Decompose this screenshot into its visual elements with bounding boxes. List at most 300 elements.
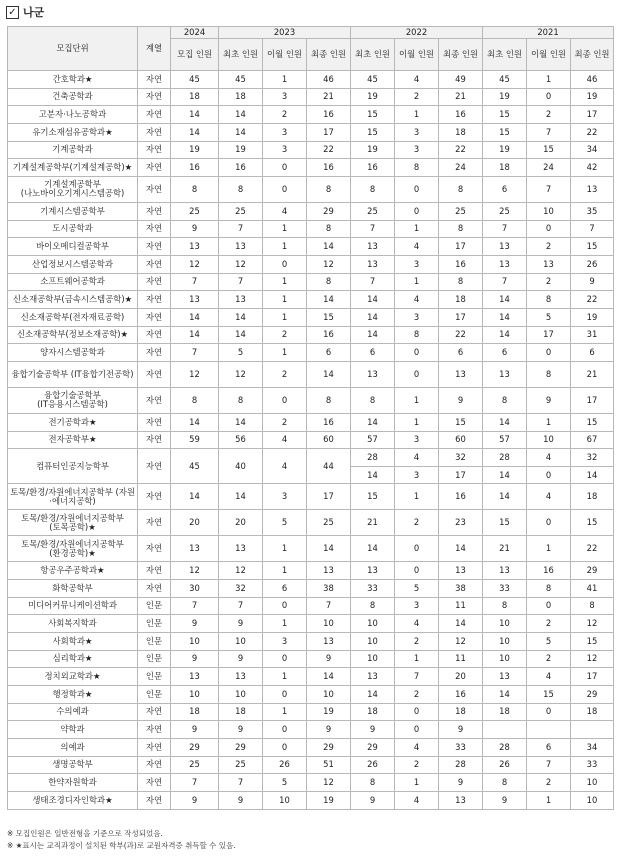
value-cell: 8: [307, 176, 351, 202]
value-cell: 10: [351, 615, 395, 633]
value-cell: 20: [171, 510, 219, 536]
track-cell: 자연: [138, 88, 171, 106]
value-cell: 0: [395, 562, 439, 580]
value-cell: 0: [527, 88, 571, 106]
value-cell: 1: [263, 344, 307, 362]
value-cell: 8: [307, 387, 351, 413]
value-cell: 29: [307, 202, 351, 220]
unit-name: 신소재공학부(금속시스템공학)★: [8, 291, 138, 309]
value-cell: 18: [571, 484, 614, 510]
value-cell: 60: [439, 431, 483, 449]
value-cell: 1: [395, 413, 439, 431]
value-cell: 17: [307, 484, 351, 510]
value-cell: 13: [483, 361, 527, 387]
value-cell: 8: [351, 387, 395, 413]
value-cell: 2: [395, 633, 439, 651]
header-year-2023: 2023: [219, 27, 351, 39]
value-cell: 0: [527, 466, 571, 484]
track-cell: 자연: [138, 308, 171, 326]
value-cell: 14: [483, 686, 527, 704]
table-row: [8, 413, 614, 431]
value-cell: 18: [571, 703, 614, 721]
value-cell: 7: [171, 774, 219, 792]
value-cell: 16: [307, 326, 351, 344]
value-cell: 25: [219, 756, 263, 774]
value-cell: 8: [571, 597, 614, 615]
value-cell: 15: [351, 123, 395, 141]
value-cell: 19: [571, 88, 614, 106]
value-cell: 10: [219, 633, 263, 651]
value-cell: 21: [351, 510, 395, 536]
value-cell: 0: [263, 159, 307, 177]
track-cell: 자연: [138, 484, 171, 510]
unit-name: 미디어커뮤니케이션학과: [8, 597, 138, 615]
value-cell: 17: [439, 238, 483, 256]
value-cell: 19: [571, 308, 614, 326]
value-cell: 45: [483, 71, 527, 89]
unit-name: 기계설계공학부 (나노바이오기계시스템공학): [8, 176, 138, 202]
value-cell: 41: [571, 580, 614, 598]
value-cell: 7: [527, 756, 571, 774]
value-cell: 4: [527, 449, 571, 467]
value-cell: 6: [527, 739, 571, 757]
value-cell: 1: [395, 106, 439, 124]
value-cell: 33: [483, 580, 527, 598]
value-cell: 14: [351, 536, 395, 562]
track-cell: 자연: [138, 326, 171, 344]
track-cell: 인문: [138, 668, 171, 686]
value-cell: 29: [171, 739, 219, 757]
value-cell: 18: [351, 703, 395, 721]
value-cell: 9: [307, 650, 351, 668]
value-cell: 10: [351, 633, 395, 651]
value-cell: 29: [219, 739, 263, 757]
value-cell: 12: [171, 255, 219, 273]
value-cell: 3: [395, 597, 439, 615]
value-cell: 25: [483, 202, 527, 220]
unit-name: 융합기술공학부 (IT융합기전공학): [8, 361, 138, 387]
track-cell: 자연: [138, 220, 171, 238]
value-cell: 10: [351, 650, 395, 668]
value-cell: 7: [219, 597, 263, 615]
value-cell: 13: [483, 238, 527, 256]
value-cell: 23: [439, 510, 483, 536]
value-cell: 4: [263, 202, 307, 220]
unit-name: 바이오메디컬공학부: [8, 238, 138, 256]
value-cell: 15: [571, 510, 614, 536]
value-cell: 18: [439, 291, 483, 309]
track-cell: 자연: [138, 255, 171, 273]
value-cell: 7: [219, 220, 263, 238]
table-row: [8, 176, 614, 202]
value-cell: 1: [263, 273, 307, 291]
value-cell: 1: [527, 792, 571, 810]
value-cell: 22: [571, 123, 614, 141]
value-cell: 2: [527, 650, 571, 668]
value-cell: 8: [351, 774, 395, 792]
unit-name: 컴퓨터인공지능학부: [8, 449, 138, 484]
value-cell: 19: [483, 141, 527, 159]
value-cell: 14: [307, 238, 351, 256]
value-cell: 32: [571, 449, 614, 467]
table-row: [8, 71, 614, 89]
value-cell: 16: [439, 484, 483, 510]
header-year-2021: 2021: [483, 27, 614, 39]
header-initial: 최초 인원: [483, 39, 527, 71]
value-cell: 18: [171, 88, 219, 106]
header-track: 계열: [138, 27, 171, 71]
value-cell: 8: [527, 361, 571, 387]
value-cell: 13: [351, 562, 395, 580]
header-carry: 이월 인원: [527, 39, 571, 71]
value-cell: 1: [263, 536, 307, 562]
value-cell: 38: [439, 580, 483, 598]
value-cell: 1: [263, 703, 307, 721]
value-cell: 32: [219, 580, 263, 598]
value-cell: 12: [171, 361, 219, 387]
value-cell: 29: [571, 562, 614, 580]
table-row: [8, 220, 614, 238]
admission-table: [7, 26, 614, 810]
header-initial: 최초 인원: [219, 39, 263, 71]
value-cell: 46: [307, 71, 351, 89]
value-cell: 13: [219, 536, 263, 562]
track-cell: 자연: [138, 159, 171, 177]
unit-name: 토목/환경/자원에너지공학부 (환경공학)★: [8, 536, 138, 562]
value-cell: 7: [527, 123, 571, 141]
unit-name: 기계설계공학부(기계설계공학)★: [8, 159, 138, 177]
value-cell: 10: [571, 774, 614, 792]
value-cell: 6: [571, 344, 614, 362]
value-cell: 18: [483, 703, 527, 721]
value-cell: 7: [307, 597, 351, 615]
value-cell: 17: [439, 308, 483, 326]
value-cell: 16: [351, 159, 395, 177]
value-cell: 14: [219, 413, 263, 431]
value-cell: 15: [439, 413, 483, 431]
value-cell: 13: [171, 668, 219, 686]
value-cell: 0: [395, 703, 439, 721]
value-cell: 22: [571, 536, 614, 562]
value-cell: 14: [171, 106, 219, 124]
value-cell: 9: [171, 792, 219, 810]
value-cell: 15: [483, 510, 527, 536]
value-cell: 57: [351, 431, 395, 449]
table-row: [8, 484, 614, 510]
unit-name: 약학과: [8, 721, 138, 739]
value-cell: 2: [263, 361, 307, 387]
table-body: [8, 71, 614, 810]
table-row: [8, 650, 614, 668]
section-heading: [6, 3, 44, 21]
value-cell: 18: [439, 123, 483, 141]
value-cell: 9: [351, 721, 395, 739]
value-cell: 9: [483, 792, 527, 810]
table-row: [8, 326, 614, 344]
value-cell: 18: [219, 88, 263, 106]
value-cell: 10: [483, 615, 527, 633]
track-cell: 자연: [138, 536, 171, 562]
value-cell: 16: [439, 106, 483, 124]
value-cell: 4: [395, 449, 439, 467]
value-cell: 19: [351, 88, 395, 106]
value-cell: 14: [219, 106, 263, 124]
value-cell: 15: [483, 123, 527, 141]
value-cell: 14: [483, 413, 527, 431]
value-cell: 38: [307, 580, 351, 598]
value-cell: 15: [307, 308, 351, 326]
value-cell: 5: [219, 344, 263, 362]
value-cell: 20: [219, 510, 263, 536]
value-cell: 9: [439, 774, 483, 792]
value-cell: 4: [395, 71, 439, 89]
value-cell: 15: [571, 633, 614, 651]
unit-name: 사회학과★: [8, 633, 138, 651]
value-cell: 1: [263, 615, 307, 633]
value-cell: 14: [483, 291, 527, 309]
table-row: [8, 291, 614, 309]
value-cell: 59: [171, 431, 219, 449]
track-cell: 인문: [138, 597, 171, 615]
value-cell: 0: [263, 255, 307, 273]
value-cell: 9: [219, 792, 263, 810]
value-cell: 13: [483, 562, 527, 580]
unit-name: 의예과: [8, 739, 138, 757]
value-cell: 12: [219, 361, 263, 387]
table-row: [8, 387, 614, 413]
value-cell: 13: [439, 562, 483, 580]
value-cell: 3: [395, 466, 439, 484]
value-cell: 0: [263, 597, 307, 615]
value-cell: 13: [483, 668, 527, 686]
track-cell: 자연: [138, 71, 171, 89]
header-recruit: 모집 인원: [171, 39, 219, 71]
value-cell: 9: [307, 721, 351, 739]
value-cell: 14: [171, 413, 219, 431]
value-cell: 12: [171, 562, 219, 580]
track-cell: 자연: [138, 431, 171, 449]
value-cell: 49: [439, 71, 483, 89]
track-cell: 자연: [138, 141, 171, 159]
value-cell: 13: [351, 238, 395, 256]
value-cell: 3: [263, 141, 307, 159]
table-row: [8, 202, 614, 220]
value-cell: 16: [171, 159, 219, 177]
value-cell: 4: [263, 431, 307, 449]
value-cell: 8: [527, 580, 571, 598]
value-cell: 8: [171, 176, 219, 202]
value-cell: 16: [527, 562, 571, 580]
value-cell: 9: [219, 615, 263, 633]
footnotes: [7, 828, 236, 852]
value-cell: 18: [439, 703, 483, 721]
value-cell: 5: [263, 774, 307, 792]
value-cell: 16: [439, 686, 483, 704]
value-cell: 9: [171, 615, 219, 633]
value-cell: 22: [571, 291, 614, 309]
value-cell: 25: [351, 202, 395, 220]
value-cell: 13: [307, 562, 351, 580]
value-cell: 10: [171, 633, 219, 651]
value-cell: 3: [395, 308, 439, 326]
value-cell: 60: [307, 431, 351, 449]
value-cell: 67: [571, 431, 614, 449]
value-cell: 9: [171, 220, 219, 238]
value-cell: 10: [483, 633, 527, 651]
value-cell: 29: [307, 739, 351, 757]
value-cell: 17: [571, 387, 614, 413]
value-cell: 7: [483, 273, 527, 291]
table-row: [8, 510, 614, 536]
value-cell: 0: [395, 536, 439, 562]
value-cell: 7: [351, 273, 395, 291]
value-cell: 7: [483, 220, 527, 238]
table-row: [8, 361, 614, 387]
value-cell: 14: [307, 668, 351, 686]
value-cell: 22: [439, 326, 483, 344]
value-cell: 3: [263, 484, 307, 510]
value-cell: 12: [219, 255, 263, 273]
value-cell: 8: [219, 387, 263, 413]
unit-name: 수의예과: [8, 703, 138, 721]
value-cell: 40: [219, 449, 263, 484]
value-cell: 25: [439, 202, 483, 220]
value-cell: 10: [219, 686, 263, 704]
value-cell: 0: [395, 361, 439, 387]
value-cell: 14: [171, 308, 219, 326]
value-cell: 26: [483, 756, 527, 774]
value-cell: 8: [483, 774, 527, 792]
value-cell: 3: [395, 431, 439, 449]
value-cell: 1: [263, 562, 307, 580]
value-cell: 5: [527, 633, 571, 651]
value-cell: 57: [483, 431, 527, 449]
unit-name: 토목/환경/자원에너지공학부 (토목공학)★: [8, 510, 138, 536]
unit-name: 도시공학과: [8, 220, 138, 238]
value-cell: 15: [527, 686, 571, 704]
track-cell: 자연: [138, 774, 171, 792]
value-cell: 1: [263, 220, 307, 238]
value-cell: 2: [527, 273, 571, 291]
value-cell: 19: [171, 141, 219, 159]
value-cell: 29: [571, 686, 614, 704]
unit-name: 기계공학과: [8, 141, 138, 159]
value-cell: 14: [351, 466, 395, 484]
value-cell: 2: [527, 106, 571, 124]
value-cell: 8: [439, 220, 483, 238]
value-cell: 4: [395, 291, 439, 309]
value-cell: 46: [571, 71, 614, 89]
value-cell: 13: [351, 361, 395, 387]
table-row: [8, 739, 614, 757]
value-cell: 32: [439, 449, 483, 467]
value-cell: 10: [263, 792, 307, 810]
value-cell: 56: [219, 431, 263, 449]
unit-name: 전기공학과★: [8, 413, 138, 431]
value-cell: 9: [351, 792, 395, 810]
value-cell: 35: [571, 202, 614, 220]
value-cell: 13: [219, 668, 263, 686]
value-cell: 1: [395, 484, 439, 510]
table-row: [8, 668, 614, 686]
value-cell: 16: [219, 159, 263, 177]
track-cell: 자연: [138, 273, 171, 291]
value-cell: 13: [351, 255, 395, 273]
value-cell: 7: [395, 668, 439, 686]
unit-name: 고분자·나노공학과: [8, 106, 138, 124]
value-cell: 1: [395, 220, 439, 238]
value-cell: 2: [527, 238, 571, 256]
value-cell: 24: [527, 159, 571, 177]
table-row: [8, 536, 614, 562]
value-cell: 15: [527, 141, 571, 159]
value-cell: 25: [219, 202, 263, 220]
value-cell: 2: [395, 510, 439, 536]
header-year-2022: 2022: [351, 27, 483, 39]
header-initial: 최초 인원: [351, 39, 395, 71]
track-cell: 자연: [138, 238, 171, 256]
value-cell: 14: [219, 308, 263, 326]
value-cell: 2: [263, 326, 307, 344]
header-unit: 모집단위: [8, 27, 138, 71]
unit-name: 산업정보시스템공학과: [8, 255, 138, 273]
value-cell: 14: [307, 361, 351, 387]
value-cell: 4: [527, 484, 571, 510]
value-cell: 1: [527, 413, 571, 431]
value-cell: 12: [571, 650, 614, 668]
track-cell: 자연: [138, 580, 171, 598]
value-cell: 6: [263, 580, 307, 598]
value-cell: 13: [171, 238, 219, 256]
value-cell: 1: [395, 273, 439, 291]
value-cell: 14: [351, 326, 395, 344]
value-cell: 8: [395, 326, 439, 344]
value-cell: 13: [439, 361, 483, 387]
table-row: [8, 273, 614, 291]
value-cell: 20: [439, 668, 483, 686]
value-cell: 21: [571, 361, 614, 387]
value-cell: 17: [439, 466, 483, 484]
value-cell: 19: [483, 88, 527, 106]
value-cell: 4: [395, 792, 439, 810]
value-cell: 4: [395, 238, 439, 256]
value-cell: 13: [171, 536, 219, 562]
track-cell: 인문: [138, 650, 171, 668]
table-row: [8, 562, 614, 580]
value-cell: 34: [571, 141, 614, 159]
value-cell: 10: [307, 686, 351, 704]
value-cell: 11: [439, 597, 483, 615]
value-cell: 2: [527, 615, 571, 633]
value-cell: 15: [571, 238, 614, 256]
value-cell: 8: [171, 387, 219, 413]
value-cell: 45: [171, 71, 219, 89]
value-cell: 16: [307, 106, 351, 124]
table-row: [8, 308, 614, 326]
value-cell: 16: [307, 159, 351, 177]
value-cell: 2: [395, 756, 439, 774]
value-cell: 24: [439, 159, 483, 177]
value-cell: 12: [307, 255, 351, 273]
table-row: [8, 633, 614, 651]
table-row: [8, 580, 614, 598]
value-cell: 9: [571, 273, 614, 291]
table-row: [8, 141, 614, 159]
table-row: [8, 344, 614, 362]
track-cell: 자연: [138, 562, 171, 580]
value-cell: 11: [439, 650, 483, 668]
value-cell: 13: [351, 668, 395, 686]
